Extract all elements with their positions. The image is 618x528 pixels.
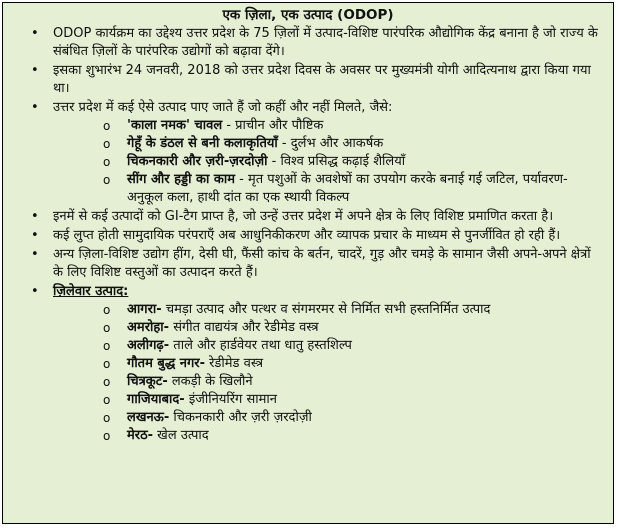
sublist-item	[53, 391, 603, 409]
circle-bullet-icon: o	[103, 393, 111, 407]
district-desc: इंजीनियरिंग सामान	[184, 392, 277, 407]
district-desc: ताले और हार्डवेयर तथा धातु हस्तशिल्प	[169, 338, 352, 353]
point-text: इनमें से कई उत्पादों को GI-टैग प्राप्त है, जो उन्हें उत्तर प्रदेश में अपने क्षेत्र के लिए विशिष्ट प्रमाणित करता है।	[53, 209, 554, 224]
product-name: चिकनकारी और ज़री-ज़रदोज़ी	[127, 154, 268, 169]
point-text: इसका शुभारंभ 24 जनवरी, 2018 को उत्तर प्रदेश दिवस के अवसर पर मुख्यमंत्री योगी आदित्यनाथ द्वारा किया गया था।	[53, 63, 591, 96]
list-item	[13, 227, 603, 245]
circle-bullet-icon: o	[103, 119, 111, 133]
product-desc: - मृत पशुओं के अवशेषों का उपयोग करके बनाई गई जटिल, पर्यावरण-अनुकूल कला, हाथी दांत का एक स्थायी विकल्प	[127, 172, 568, 205]
district-name: लखनऊ-	[127, 410, 170, 425]
list-item	[13, 246, 603, 282]
list-item	[13, 25, 603, 61]
sublist-item	[53, 117, 603, 135]
point-text: कई लुप्त होती सामुदायिक परंपराएँ अब आधुनिकीकरण और व्यापक प्रचार के माध्यम से पुनर्जीवित हो रही हैं।	[53, 228, 561, 243]
district-name: आगरा-	[127, 302, 162, 317]
product-desc: - दुर्लभ और आकर्षक	[277, 136, 384, 151]
sublist-item	[53, 301, 603, 319]
sublist-item	[53, 409, 603, 427]
circle-bullet-icon: o	[103, 357, 111, 371]
district-desc: रेडीमेड वस्त्र	[204, 356, 264, 371]
district-name: गौतम बुद्ध नगर-	[127, 356, 205, 371]
point-text: ODOP कार्यक्रम का उद्देश्य उत्तर प्रदेश के 75 ज़िलों में उत्पाद-विशिष्ट पारंपरिक औद्योगिक केंद्र बनाना है जो राज्य के संबंधित ज़िलों के पारंपरिक उद्योगों को बढ़ावा देंगे।	[53, 26, 598, 59]
district-desc: लकड़ी के खिलौने	[167, 374, 253, 389]
sublist-item	[53, 171, 603, 207]
point-text: उत्तर प्रदेश में कई ऐसे उत्पाद पाए जाते हैं जो कहीं और नहीं मिलते, जैसे:	[53, 100, 393, 115]
sublist-item	[53, 135, 603, 153]
bullet-icon: •	[31, 209, 39, 224]
point-text: अन्य ज़िला-विशिष्ट उद्योग हींग, देसी घी, फैंसी कांच के बर्तन, चादरें, गुड़ और चमड़े के सामान जैसी अपने-अपने क्षेत्रों के लिए विशिष्ट वस्तुओं का उत्पादन करते हैं।	[53, 247, 591, 280]
product-sublist	[53, 117, 603, 207]
sublist-item	[53, 153, 603, 171]
bullet-icon: •	[31, 247, 39, 262]
district-sublist	[53, 301, 603, 445]
district-name: अमरोहा-	[127, 320, 170, 335]
bullet-icon: •	[31, 26, 39, 41]
bullet-icon: •	[31, 228, 39, 243]
list-item	[13, 62, 603, 98]
circle-bullet-icon: o	[103, 429, 111, 443]
district-desc: संगीत वाद्ययंत्र और रेडीमेड वस्त्र	[169, 320, 319, 335]
page-title: एक ज़िला, एक उत्पाद (ODOP)	[222, 7, 394, 23]
list-item	[13, 99, 603, 207]
list-item	[13, 208, 603, 226]
district-name: चित्रकूट-	[127, 374, 168, 389]
district-desc: चिकनकारी और ज़री ज़रदोज़ी	[169, 410, 312, 425]
district-name: अलीगढ़-	[127, 338, 170, 353]
product-name: गेहूँ के डंठल से बनी कलाकृतियाँ	[127, 136, 278, 151]
sublist-item	[53, 319, 603, 337]
circle-bullet-icon: o	[103, 173, 111, 187]
sublist-item	[53, 373, 603, 391]
district-desc: खेल उत्पाद	[153, 428, 209, 443]
bullet-icon: •	[31, 63, 39, 78]
circle-bullet-icon: o	[103, 321, 111, 335]
district-name: गाजियाबाद-	[127, 392, 185, 407]
circle-bullet-icon: o	[103, 155, 111, 169]
district-desc: चमड़ा उत्पाद और पत्थर व संगमरमर से निर्मित सभी हस्तनिर्मित उत्पाद	[161, 302, 491, 317]
product-name: 'काला नमक' चावल	[127, 118, 223, 133]
district-name: मेरठ-	[127, 428, 154, 443]
circle-bullet-icon: o	[103, 339, 111, 353]
circle-bullet-icon: o	[103, 303, 111, 317]
product-name: सींग और हड्डी का काम	[127, 172, 235, 187]
circle-bullet-icon: o	[103, 375, 111, 389]
main-bullet-list	[13, 25, 603, 445]
sublist-item	[53, 337, 603, 355]
circle-bullet-icon: o	[103, 411, 111, 425]
sublist-item	[53, 355, 603, 373]
sublist-item	[53, 427, 603, 445]
district-heading: ज़िलेवार उत्पाद:	[53, 284, 129, 299]
product-desc: - प्राचीन और पौष्टिक	[222, 118, 324, 133]
product-desc: - विश्व प्रसिद्ध कढ़ाई शैलियाँ	[267, 154, 406, 169]
circle-bullet-icon: o	[103, 137, 111, 151]
bullet-icon: •	[31, 100, 39, 115]
list-item	[13, 283, 603, 445]
bullet-icon: •	[31, 284, 39, 299]
odop-info-box	[2, 2, 614, 524]
